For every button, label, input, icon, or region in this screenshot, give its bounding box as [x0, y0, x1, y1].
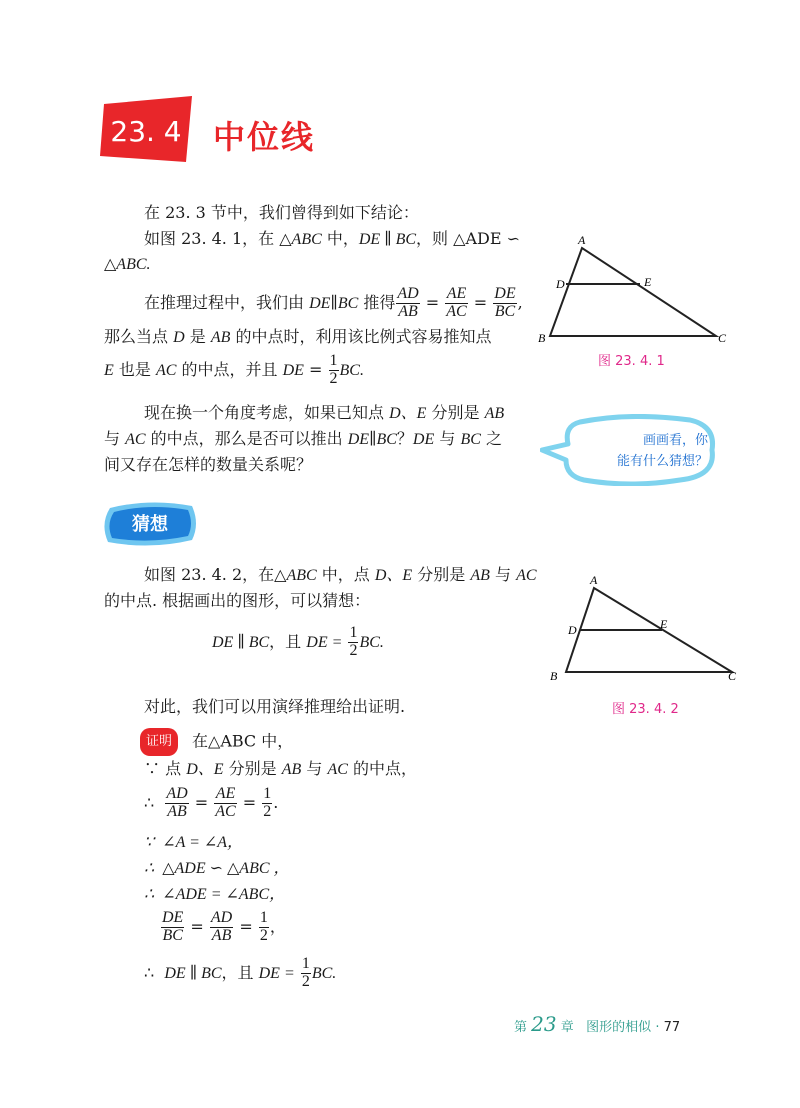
fig1-label-c: C: [718, 331, 727, 345]
guess-formula: DE ∥ BC，且 DE = $\frac{1}{2}$ BC.: [212, 624, 384, 659]
proof-line-6: $\frac{DE}{BC}$ = $\frac{AD}{AB}$ = $\frac{1}{2}$ ，: [162, 909, 286, 944]
fraction-ad-ab: $\frac{AD}{AB}$: [397, 285, 419, 320]
proof-line-0: 证明 在△ABC 中，: [140, 728, 293, 756]
chapter-title: 图形的相似: [586, 1020, 652, 1035]
question-line-2: 与 AC 的中点，那么是否可以推出 DE∥BC？DE 与 BC 之: [104, 429, 502, 448]
fig1-label-a: A: [578, 233, 586, 247]
intro-line-5: 那么当点 D 是 AB 的中点时，利用该比例式容易推知点: [104, 327, 492, 346]
intro-line-2: 如图 23. 4. 1，在 △ABC 中，DE ∥ BC，则 △ADE ∽: [144, 229, 520, 248]
figure-23-4-2: [548, 574, 744, 686]
fig2-label-b: B: [550, 669, 558, 683]
intro-line-6: E 也是 AC 的中点，并且 DE = $\frac{1}{2}$ BC.: [104, 352, 364, 387]
proof-fraction-half-2: $\frac{1}{2}$: [259, 909, 268, 944]
fig1-label-d: D: [556, 277, 565, 291]
fig1-label-b: B: [538, 331, 546, 345]
proof-line-5: ∴ ∠ADE = ∠ABC，: [144, 886, 286, 903]
page-number: 77: [663, 1020, 681, 1035]
section-number-badge: [100, 96, 192, 162]
fraction-de-bc: $\frac{DE}{BC}$: [494, 285, 516, 320]
proof-line-3: ∵ ∠A = ∠A，: [144, 834, 244, 851]
proof-line-7: ∴ DE ∥ BC，且 DE = $\frac{1}{2}$ BC.: [144, 955, 337, 990]
fraction-half: $\frac{1}{2}$: [329, 352, 338, 387]
guess-after: 对此，我们可以用演绎推理给出证明.: [144, 697, 406, 716]
bubble-text: 画画看，你 能有什么猜想？: [616, 433, 708, 469]
figure-caption-1: 图 23. 4. 1: [598, 354, 665, 369]
fig2-label-d: D: [568, 623, 577, 637]
chapter-number: 23: [531, 1012, 557, 1036]
section-title: 中位线: [213, 118, 316, 156]
intro-line-3: △ABC.: [104, 256, 151, 273]
fig2-label-c: C: [728, 669, 737, 683]
fig2-label-a: A: [590, 574, 598, 587]
guess-line-2: 的中点. 根据画出的图形，可以猜想：: [104, 591, 371, 610]
question-line-3: 间又存在怎样的数量关系呢？: [104, 455, 313, 474]
question-line-1: 现在换一个角度考虑，如果已知点 D、E 分别是 AB: [144, 403, 505, 422]
proof-fraction-half-3: $\frac{1}{2}$: [301, 955, 310, 990]
proof-badge: 证明: [140, 728, 178, 756]
proof-line-1: ∵ 点 D、E 分别是 AB 与 AC 的中点，: [144, 759, 417, 778]
guess-badge: [100, 498, 200, 548]
proof-fraction-de-bc: $\frac{DE}{BC}$: [162, 909, 184, 944]
fig1-label-e: E: [644, 275, 652, 289]
fig2-label-e: E: [660, 617, 668, 631]
proof-fraction-ad-ab: $\frac{AD}{AB}$: [166, 785, 188, 820]
guess-label: 猜想: [132, 514, 168, 535]
proof-line-2: ∴ $\frac{AD}{AB}$ = $\frac{AE}{AC}$ = $\frac{1}{2}$ .: [144, 785, 279, 820]
figure-caption-2: 图 23. 4. 2: [612, 702, 679, 717]
intro-line-1: 在 23. 3 节中，我们曾得到如下结论：: [144, 203, 419, 222]
proof-fraction-ad-ab-2: $\frac{AD}{AB}$: [210, 909, 233, 944]
intro-line-4: 在推理过程中，我们由 DE∥BC 推得 $\frac{AD}{AB}$ = $\frac{AE}{AC}$ = $\frac{DE}{BC}$ ,: [144, 285, 523, 320]
guess-fraction-half: $\frac{1}{2}$: [349, 624, 358, 659]
guess-line-1: 如图 23. 4. 2，在△ABC 中，点 D、E 分别是 AB 与 AC: [144, 565, 537, 584]
section-number: 23. 4: [110, 115, 182, 148]
proof-fraction-ae-ac: $\frac{AE}{AC}$: [215, 785, 236, 820]
fraction-ae-ac: $\frac{AE}{AC}$: [446, 285, 467, 320]
proof-line-4: ∴ △ADE ∽ △ABC ，: [144, 860, 290, 877]
page-footer: 第 23 章 图形的相似 · 77: [514, 1012, 681, 1036]
proof-fraction-half: $\frac{1}{2}$: [263, 785, 272, 820]
figure-23-4-1: [536, 232, 732, 352]
